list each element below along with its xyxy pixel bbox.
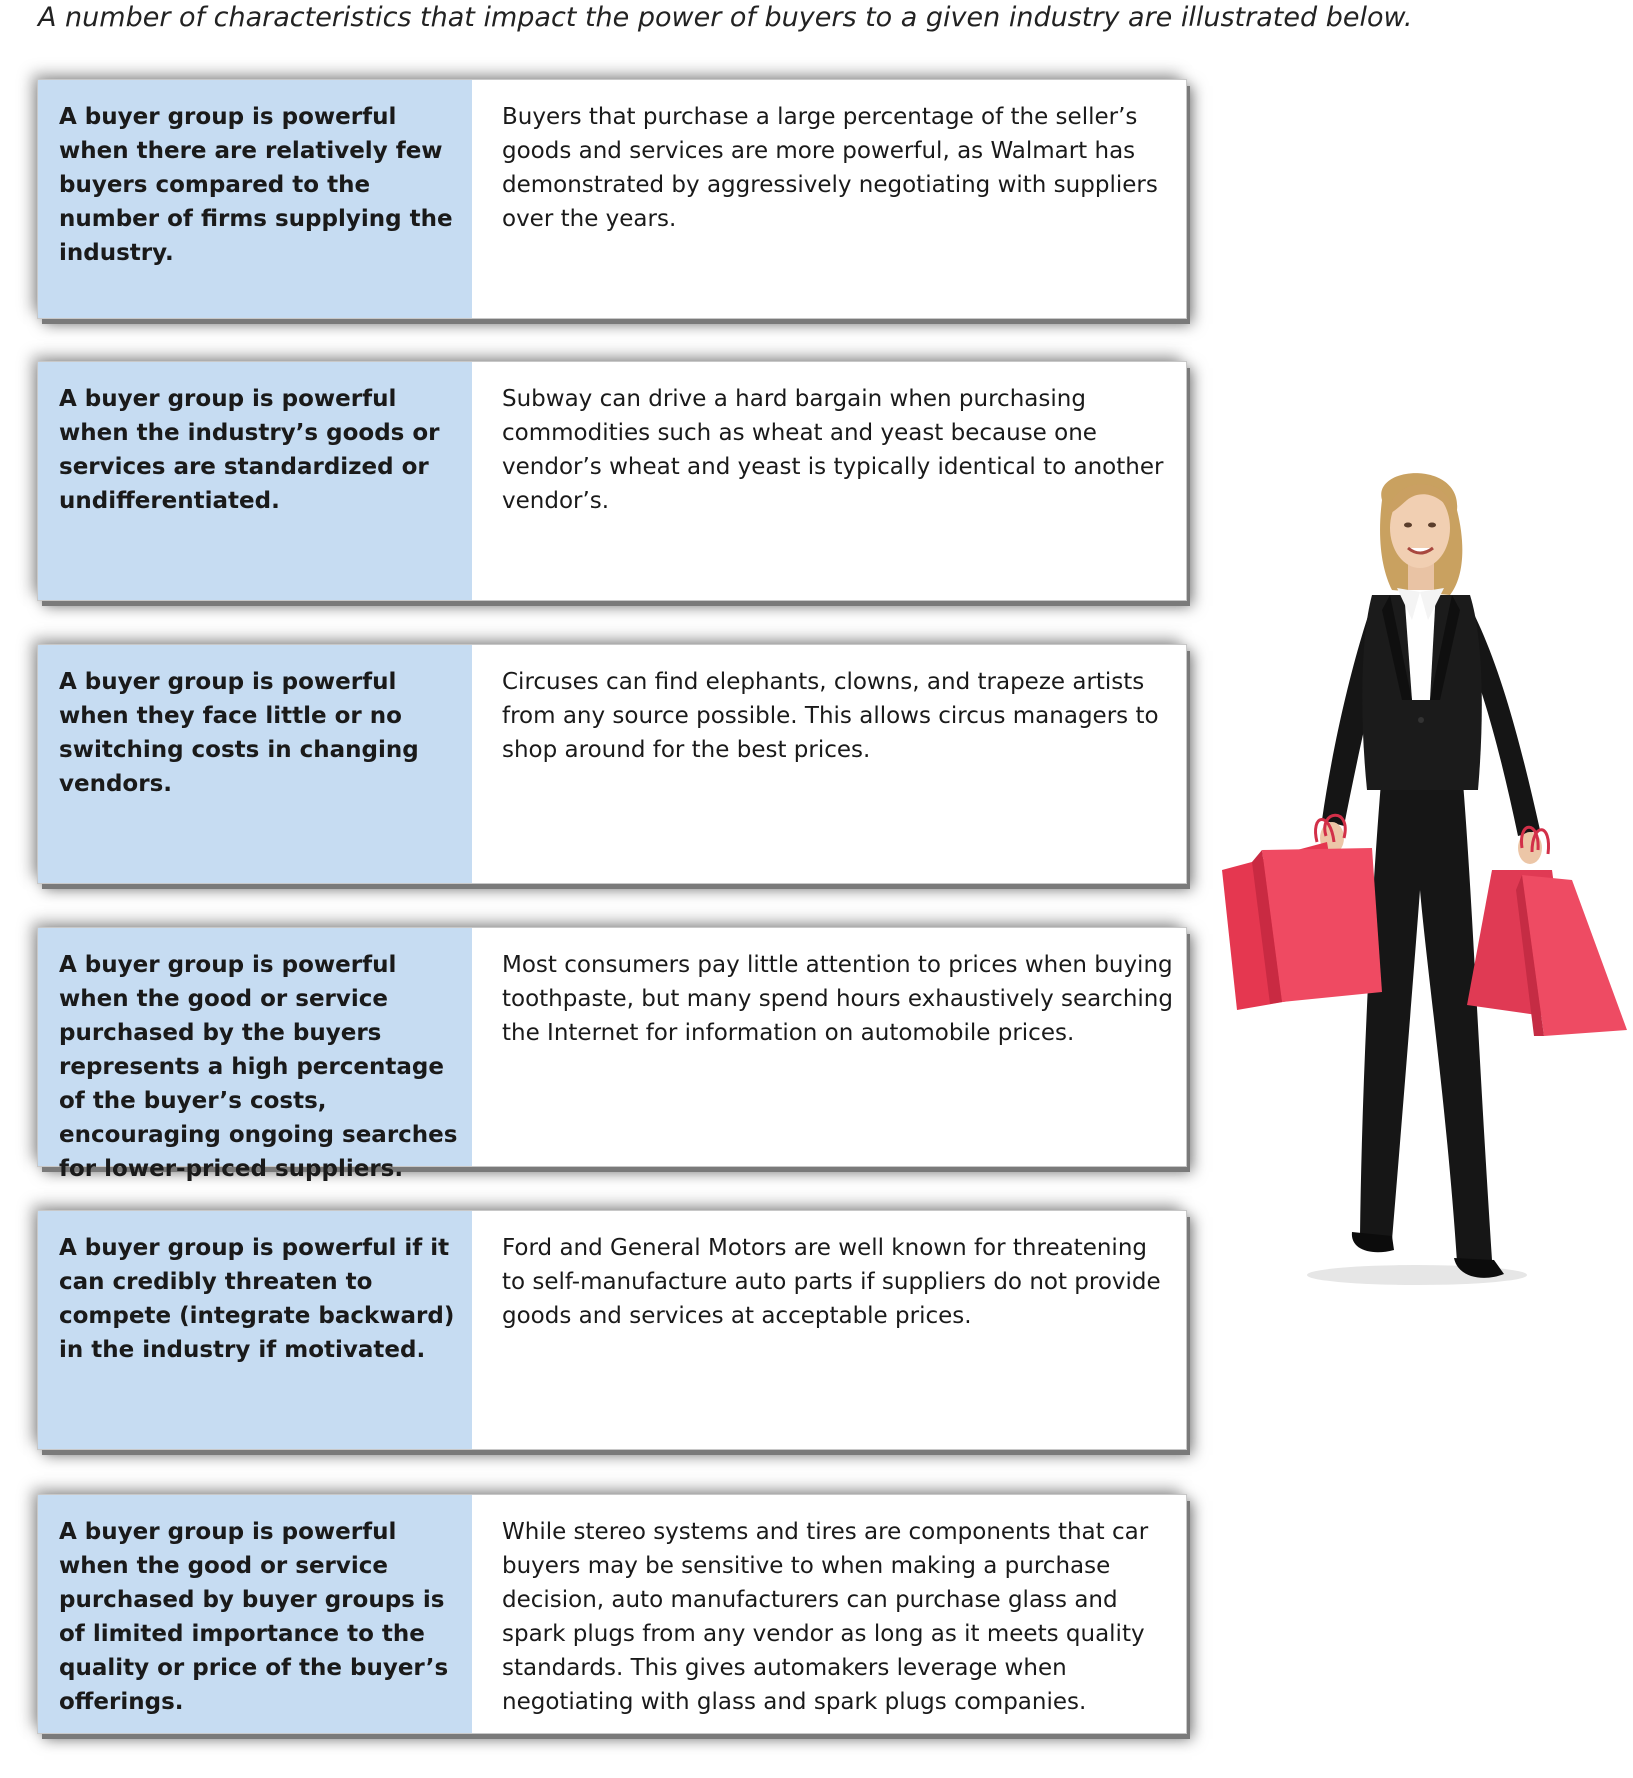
characteristic-example: Buyers that purchase a large percentage of the seller’s goods and services are more powerful, as Walmart has demonstrated by aggressively negotiating with suppliers over the years.	[502, 104, 1158, 232]
characteristic-example: Circuses can find elephants, clowns, and trapeze artists from any source possible. This allows circus managers to shop around for the best prices.	[502, 669, 1159, 763]
characteristic-card-4	[38, 928, 1186, 1182]
intro-caption: A number of characteristics that impact the power of buyers to a given industry are illustrated below.	[38, 2, 1413, 33]
characteristic-example: While stereo systems and tires are components that car buyers may be sensitive to when making a purchase decision, auto manufacturers can purchase glass and spark plugs from any vendor as long as it meets quality standards. This gives automakers leverage when negotiating with glass and spark plugs companies.	[502, 1519, 1149, 1715]
characteristic-condition: A buyer group is powerful when the good or service purchased by buyer groups is of limited importance to the quality or price of the buyer’s offerings.	[38, 1495, 472, 1733]
characteristic-condition: A buyer group is powerful when they face little or no switching costs in changing vendors.	[38, 645, 472, 883]
characteristic-example: Subway can drive a hard bargain when purchasing commodities such as wheat and yeast because one vendor’s wheat and yeast is typically identical to another vendor’s.	[502, 386, 1164, 514]
shopper-illustration	[1222, 470, 1632, 1300]
characteristic-condition: A buyer group is powerful if it can credibly threaten to compete (integrate backward) in the industry if motivated.	[38, 1211, 472, 1449]
characteristic-card-1	[38, 80, 1186, 318]
characteristic-condition: A buyer group is powerful when there are relatively few buyers compared to the number of firms supplying the industry.	[38, 80, 472, 318]
characteristic-example: Ford and General Motors are well known for threatening to self-manufacture auto parts if suppliers do not provide goods and services at acceptable prices.	[502, 1235, 1161, 1329]
characteristic-card-2	[38, 362, 1186, 600]
characteristic-card-3	[38, 645, 1186, 883]
characteristic-condition: A buyer group is powerful when the good or service purchased by the buyers represents a high percentage of the buyer’s costs, encouraging ongoing searches for lower-priced suppliers.	[38, 928, 472, 1166]
characteristic-card-6	[38, 1495, 1186, 1733]
characteristic-condition: A buyer group is powerful when the industry’s goods or services are standardized or undifferentiated.	[38, 362, 472, 600]
characteristic-card-5	[38, 1211, 1186, 1449]
characteristic-example: Most consumers pay little attention to prices when buying toothpaste, but many spend hours exhaustively searching the Internet for information on automobile prices.	[502, 952, 1173, 1046]
